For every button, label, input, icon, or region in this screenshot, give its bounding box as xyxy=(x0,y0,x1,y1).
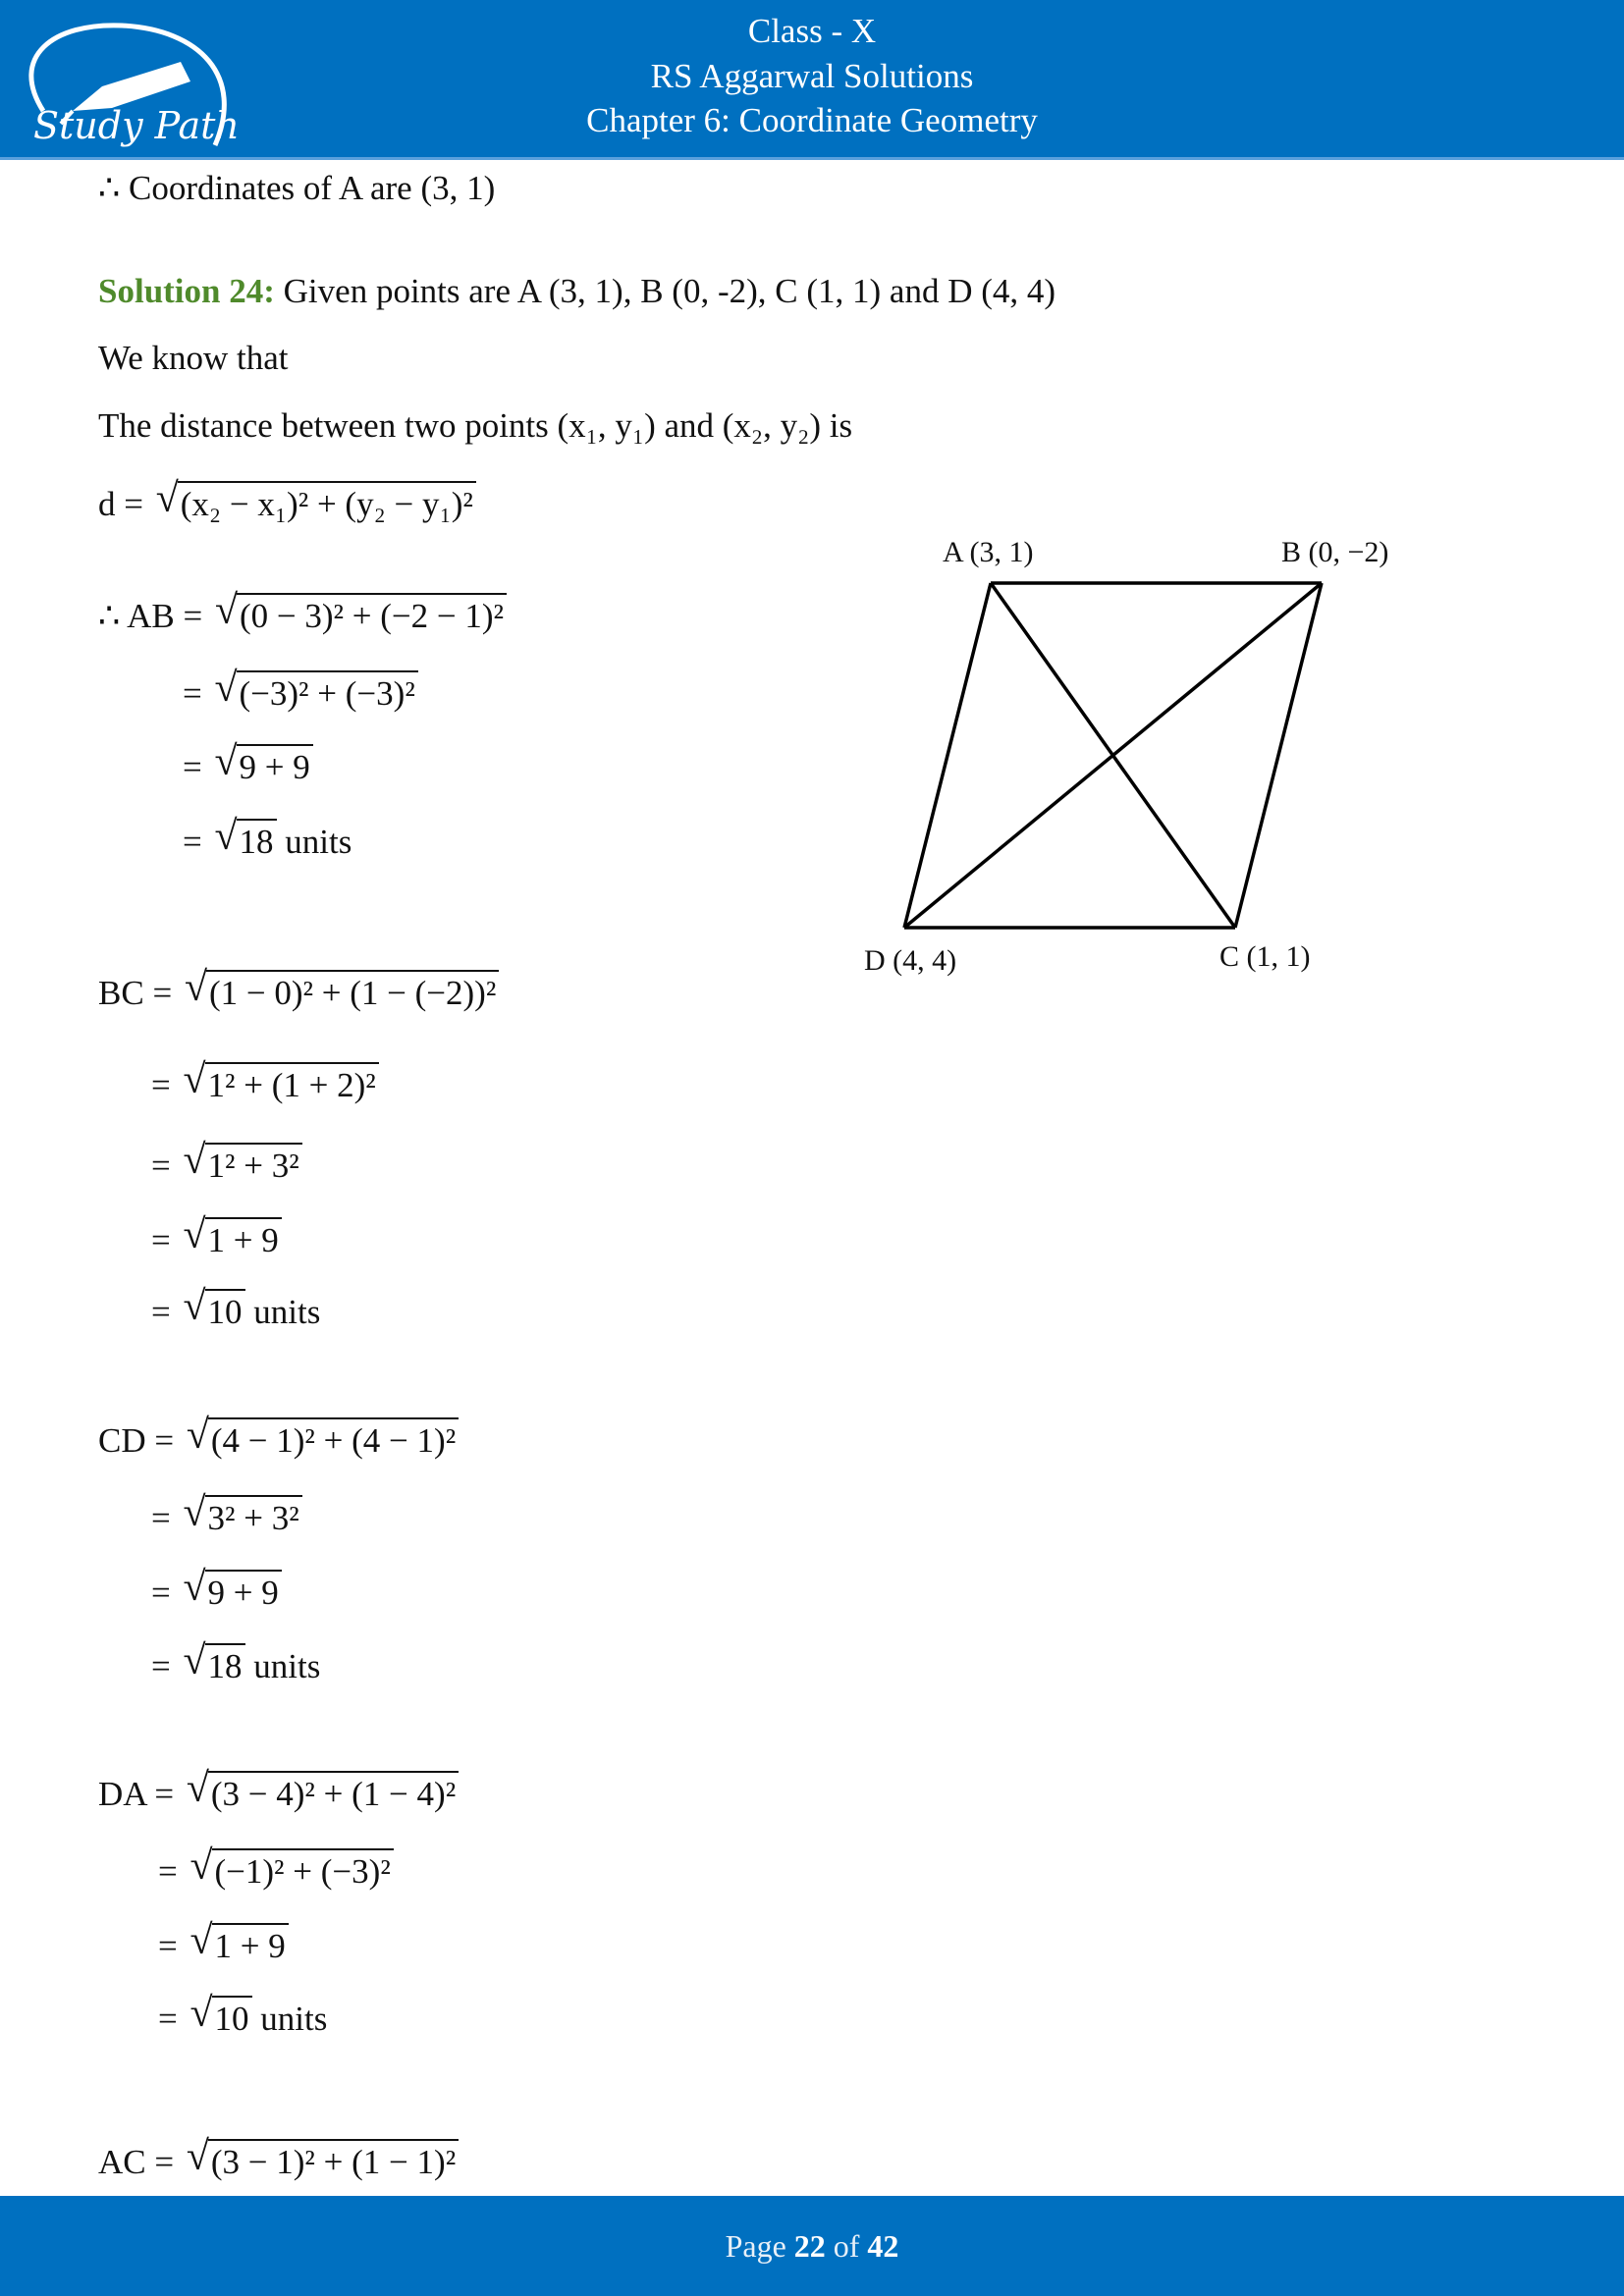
radicand: 9 + 9 xyxy=(205,1570,282,1615)
radicand: (−1)² + (−3)² xyxy=(212,1848,394,1894)
equation-prefix: BC = xyxy=(98,974,181,1012)
distance-text: The distance between two points (x₁, y₁) and (x₂, y₂) is xyxy=(98,406,853,445)
radicand: 1 + 9 xyxy=(205,1217,282,1262)
radicand: 18 xyxy=(237,819,277,864)
side-da xyxy=(904,583,991,928)
label-c: C (1, 1) xyxy=(1219,940,1311,973)
radicand: 1² + 3² xyxy=(205,1143,302,1188)
equation-prefix: AC = xyxy=(98,2143,183,2181)
solution-statement: Given points are A (3, 1), B (0, -2), C (1, 1) and D (4, 4) xyxy=(274,272,1056,310)
solution-label: Solution 24: xyxy=(98,272,275,310)
radicand: 3² + 3² xyxy=(205,1495,302,1540)
equation-prefix: = xyxy=(158,1852,187,1891)
equation-prefix: = xyxy=(158,1927,187,1965)
radicand: 18 xyxy=(205,1643,245,1688)
label-a: A (3, 1) xyxy=(943,536,1034,568)
page-word: Page xyxy=(725,2228,794,2264)
equation-prefix: = xyxy=(183,823,211,861)
equation-prefix: = xyxy=(183,748,211,786)
equation-prefix: CD = xyxy=(98,1421,183,1460)
equation-prefix: = xyxy=(151,1221,180,1259)
equation-prefix: = xyxy=(151,1499,180,1537)
equation-prefix: ∴ AB = xyxy=(98,597,211,635)
equation-prefix: = xyxy=(151,1293,180,1331)
equation-prefix: d = xyxy=(98,485,152,523)
radicand: (x₂ − x₁)² + (y₂ − y₁)² xyxy=(178,481,476,526)
equation-prefix: = xyxy=(183,674,211,713)
radicand: (3 − 1)² + (1 − 1)² xyxy=(208,2139,459,2184)
diagonal-bd xyxy=(904,583,1322,928)
equation-prefix: = xyxy=(151,1147,180,1185)
logo-text: Study Path xyxy=(33,104,240,147)
intro-text: ∴ Coordinates of A are (3, 1) xyxy=(98,169,496,207)
equation-suffix: units xyxy=(276,823,352,861)
label-d: D (4, 4) xyxy=(864,944,957,977)
equation-prefix: = xyxy=(151,1066,180,1104)
radicand: 9 + 9 xyxy=(237,744,313,789)
radicand: (−3)² + (−3)² xyxy=(237,670,418,716)
equation-suffix: units xyxy=(244,1293,321,1331)
equation-prefix: = xyxy=(151,1647,180,1685)
equation-suffix: units xyxy=(251,2000,328,2038)
radicand: 10 xyxy=(205,1289,245,1334)
radicand: (1 − 0)² + (1 − (−2))² xyxy=(206,970,499,1015)
class-title: Class - X xyxy=(747,12,877,50)
radicand: 1² + (1 + 2)² xyxy=(205,1062,379,1107)
of-word: of xyxy=(825,2228,868,2264)
book-title: RS Aggarwal Solutions xyxy=(650,57,974,95)
label-b: B (0, −2) xyxy=(1281,536,1389,568)
radicand: (3 − 4)² + (1 − 4)² xyxy=(208,1771,459,1816)
equation-suffix: units xyxy=(244,1647,321,1685)
page-footer xyxy=(0,2196,1624,2296)
radicand: (0 − 3)² + (−2 − 1)² xyxy=(237,593,507,638)
equation-prefix: = xyxy=(158,2000,187,2038)
radicand: 1 + 9 xyxy=(212,1923,289,1968)
page-number: 22 xyxy=(793,2228,826,2264)
side-bc xyxy=(1235,583,1322,928)
page-total: 42 xyxy=(867,2228,899,2264)
radicand: (4 − 1)² + (4 − 1)² xyxy=(208,1417,459,1463)
chapter-title: Chapter 6: Coordinate Geometry xyxy=(586,101,1038,139)
we-know-text: We know that xyxy=(98,339,289,377)
radicand: 10 xyxy=(212,1996,252,2041)
equation-prefix: = xyxy=(151,1574,180,1612)
equation-prefix: DA = xyxy=(98,1775,183,1813)
